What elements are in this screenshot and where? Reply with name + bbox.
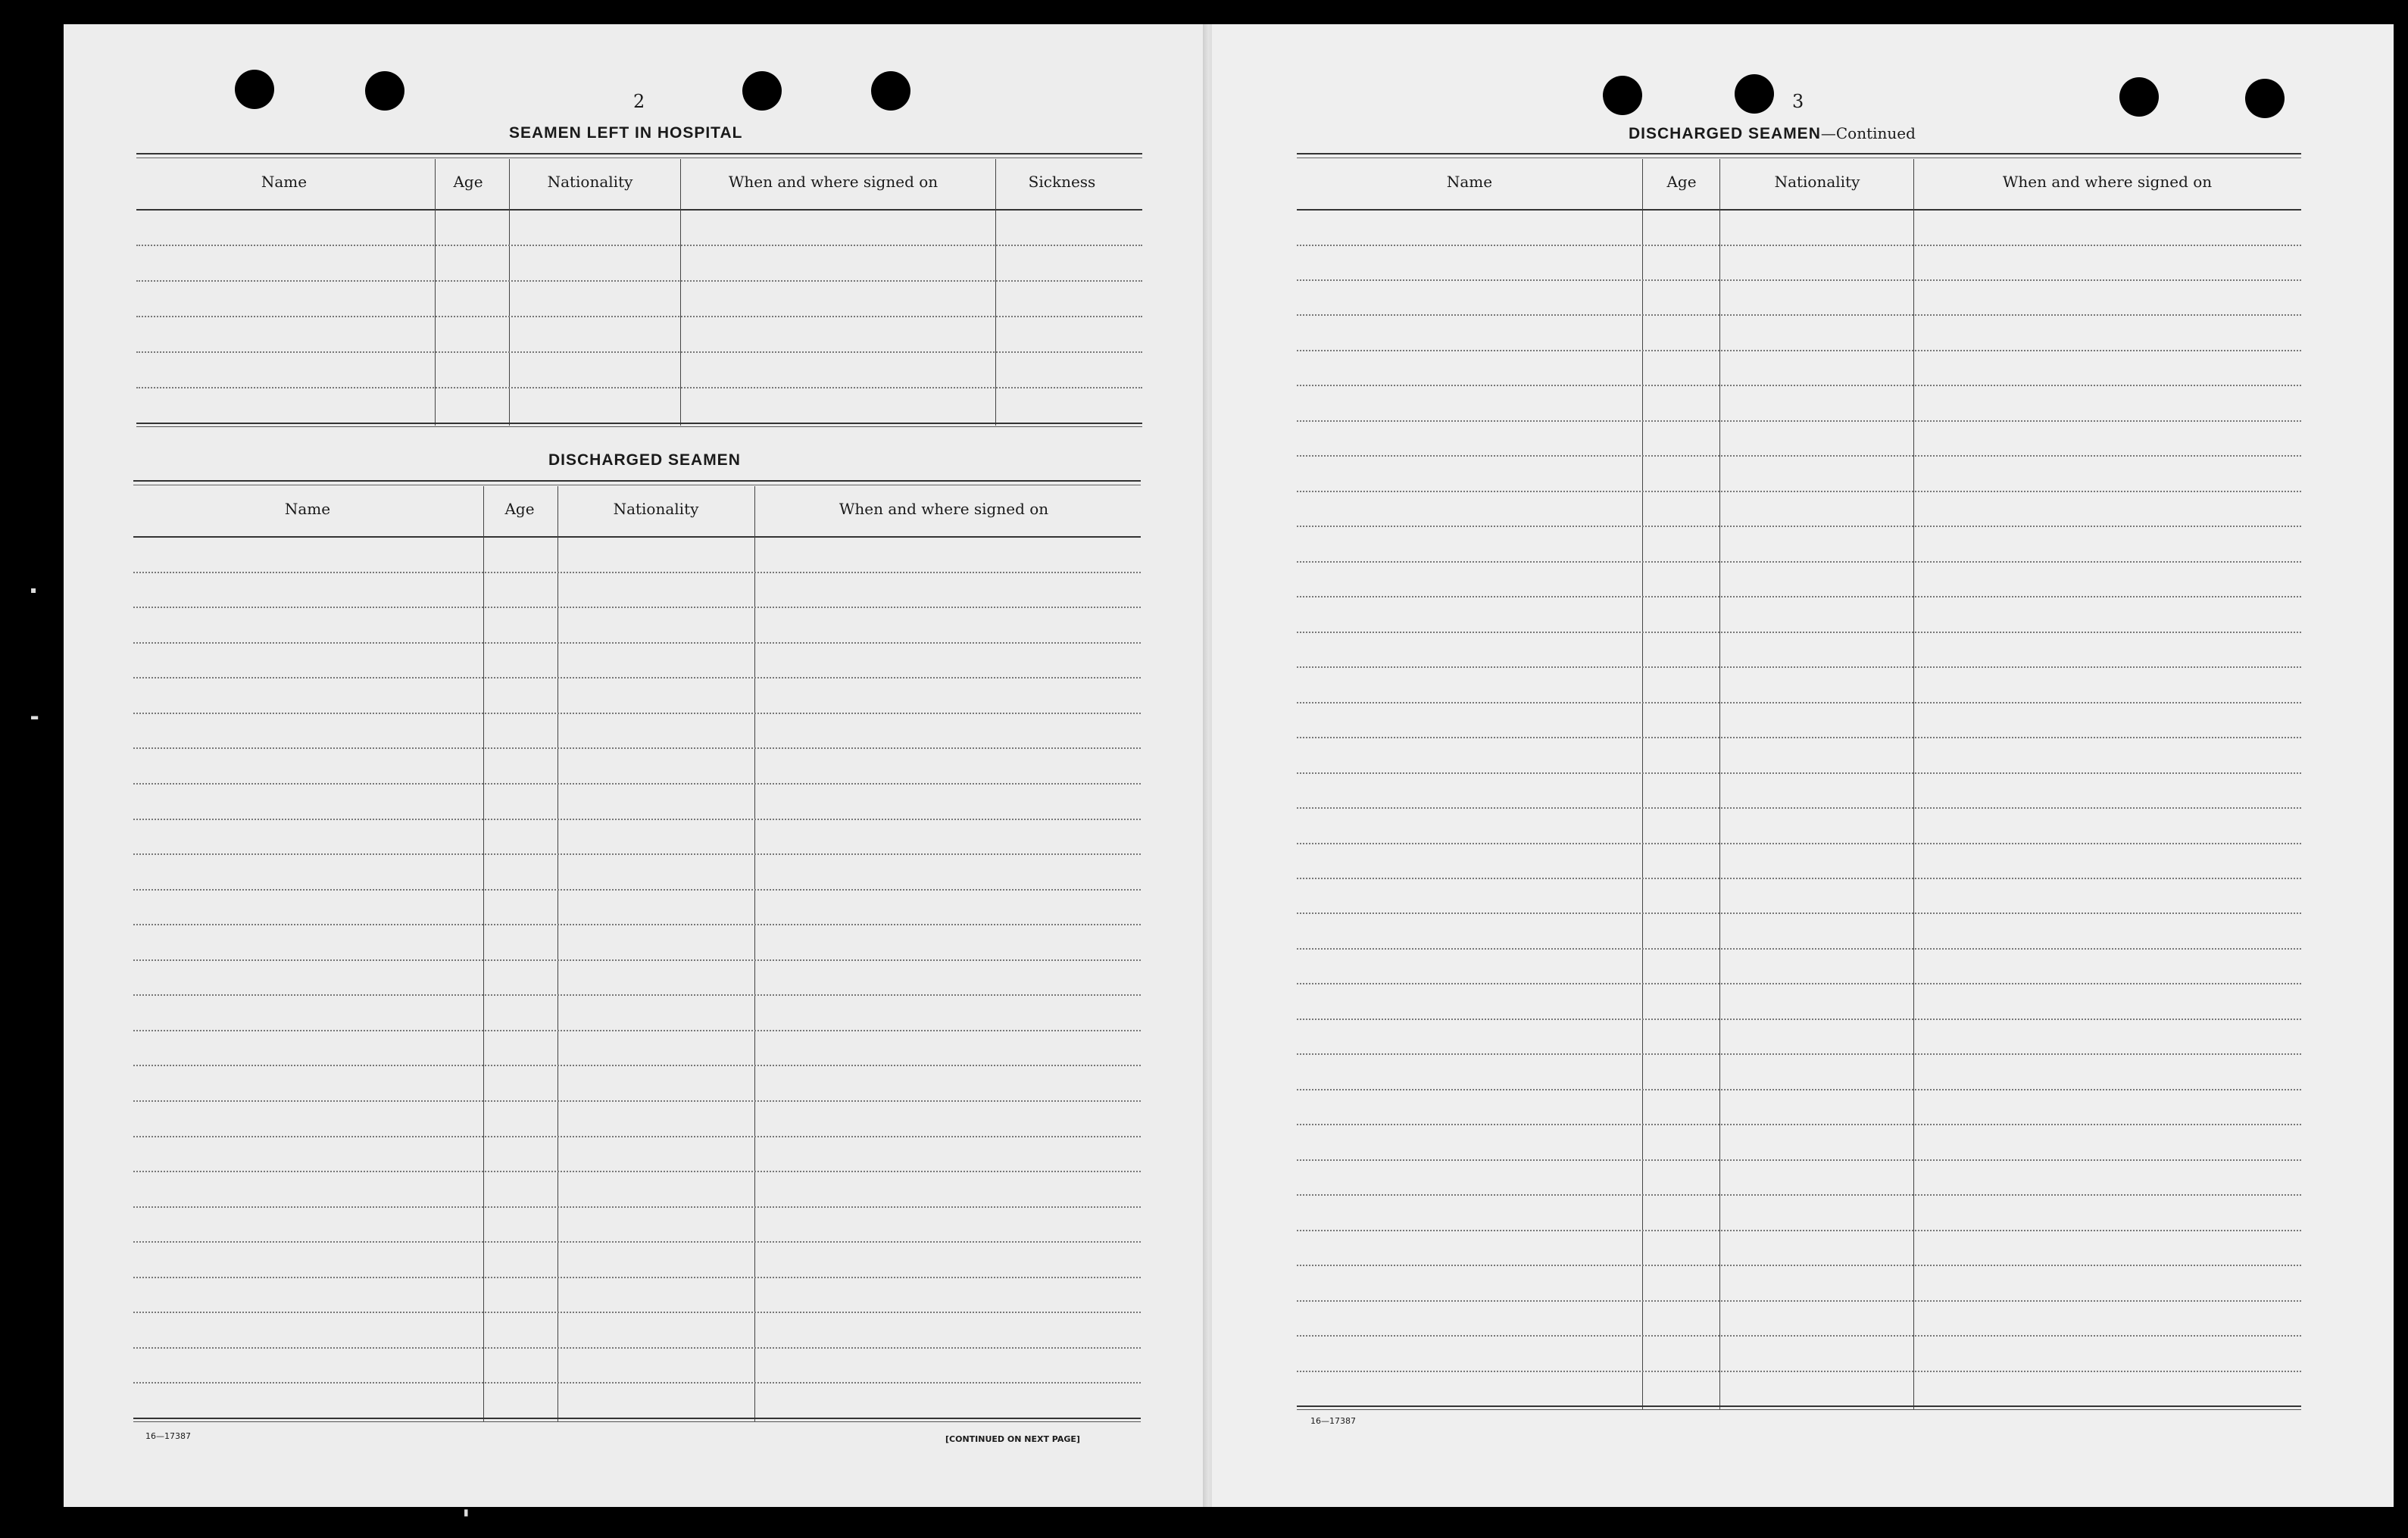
table-bottom-rule (136, 423, 1142, 427)
col-header-age: Age (504, 500, 535, 518)
entry-row-line (1297, 666, 2301, 668)
table-header-rule (133, 536, 1141, 538)
entry-row-line (133, 642, 1141, 644)
column-divider (995, 159, 996, 426)
entry-row-line (133, 819, 1141, 820)
entry-row-line (1297, 1124, 2301, 1125)
entry-row-line (1297, 1089, 2301, 1090)
entry-row-line (1297, 1335, 2301, 1337)
page-number: 2 (633, 91, 645, 112)
entry-row-line (1297, 279, 2301, 281)
entry-row-line (1297, 632, 2301, 633)
entry-row-line (1297, 1371, 2301, 1372)
entry-row-line (133, 889, 1141, 891)
column-divider (435, 159, 436, 426)
entry-row-line (133, 924, 1141, 925)
column-divider (1719, 159, 1720, 1410)
discharged-table (133, 480, 1141, 1422)
entry-row-line (133, 994, 1141, 996)
column-divider (1642, 159, 1643, 1410)
punch-hole (235, 70, 274, 109)
entry-row-line (136, 280, 1142, 282)
continued-suffix: —Continued (1820, 124, 1916, 142)
entry-row-line (1297, 913, 2301, 914)
col-header-signed-on: When and where signed on (2002, 173, 2213, 191)
punch-hole (1603, 76, 1642, 115)
entry-row-line (133, 1347, 1141, 1349)
discharged-continued-title-text: DISCHARGED SEAMEN (1629, 125, 1821, 142)
entry-row-line (1297, 1265, 2301, 1266)
hospital-section-title: SEAMEN LEFT IN HOSPITAL (509, 124, 743, 142)
punch-hole (2245, 79, 2285, 118)
form-number: 16—17387 (1310, 1416, 1356, 1426)
entry-row-line (136, 245, 1142, 246)
entry-row-line (1297, 1053, 2301, 1055)
entry-row-line (133, 1312, 1141, 1313)
entry-row-line (1297, 314, 2301, 316)
entry-row-line (1297, 772, 2301, 774)
entry-row-line (1297, 1300, 2301, 1302)
punch-hole (365, 71, 404, 111)
entry-row-line (133, 747, 1141, 749)
col-header-age: Age (453, 173, 483, 191)
entry-row-line (136, 316, 1142, 317)
entry-row-line (133, 1382, 1141, 1384)
entry-row-line (1297, 702, 2301, 703)
col-header-signed-on: When and where signed on (839, 500, 1049, 518)
entry-row-line (136, 387, 1142, 388)
entry-row-line (133, 1206, 1141, 1208)
entry-row-line (1297, 1159, 2301, 1161)
col-header-nationality: Nationality (613, 500, 699, 518)
scan-speck: ▮ (464, 1507, 469, 1518)
col-header-name: Name (284, 500, 331, 518)
col-header-nationality: Nationality (547, 173, 633, 191)
page-number: 3 (1792, 91, 1804, 112)
table-header-rule (136, 209, 1142, 211)
entry-row-line (133, 783, 1141, 785)
table-top-rule (136, 153, 1142, 158)
table-bottom-rule (1297, 1405, 2301, 1410)
entry-row-line (133, 1136, 1141, 1137)
entry-row-line (133, 1277, 1141, 1278)
entry-row-line (136, 351, 1142, 353)
entry-row-line (1297, 1194, 2301, 1196)
entry-row-line (1297, 245, 2301, 246)
entry-row-line (1297, 878, 2301, 879)
entry-row-line (133, 1241, 1141, 1243)
entry-row-line (133, 1030, 1141, 1031)
punch-hole (871, 71, 910, 111)
entry-row-line (1297, 737, 2301, 738)
entry-row-line (1297, 1019, 2301, 1020)
entry-row-line (1297, 843, 2301, 844)
entry-row-line (133, 572, 1141, 573)
table-top-rule (1297, 153, 2301, 158)
discharged-section-title: DISCHARGED SEAMEN (548, 451, 741, 469)
entry-row-line (1297, 385, 2301, 386)
col-header-nationality: Nationality (1774, 173, 1860, 191)
form-number: 16—17387 (145, 1431, 191, 1441)
entry-row-line (1297, 350, 2301, 351)
entry-row-line (133, 1100, 1141, 1102)
column-divider (557, 486, 558, 1422)
entry-row-line (133, 607, 1141, 608)
hospital-table (136, 153, 1142, 426)
entry-row-line (133, 713, 1141, 714)
col-header-signed-on: When and where signed on (728, 173, 939, 191)
scan-speck: ▬ (30, 712, 39, 722)
col-header-name: Name (261, 173, 308, 191)
discharged-continued-table (1297, 153, 2301, 1410)
entry-row-line (1297, 526, 2301, 527)
continued-note: [CONTINUED ON NEXT PAGE] (945, 1434, 1080, 1444)
entry-row-line (133, 677, 1141, 679)
table-top-rule (133, 480, 1141, 485)
col-header-name: Name (1446, 173, 1493, 191)
entry-row-line (1297, 807, 2301, 809)
column-divider (754, 486, 755, 1422)
punch-hole (2119, 77, 2159, 117)
entry-row-line (1297, 1230, 2301, 1231)
entry-row-line (133, 959, 1141, 961)
entry-row-line (1297, 491, 2301, 492)
punch-hole (1735, 74, 1774, 114)
column-divider (1913, 159, 1914, 1410)
entry-row-line (1297, 983, 2301, 984)
entry-row-line (1297, 561, 2301, 563)
table-header-rule (1297, 209, 2301, 211)
entry-row-line (133, 1171, 1141, 1172)
entry-row-line (1297, 420, 2301, 422)
table-bottom-rule (133, 1418, 1141, 1422)
column-divider (483, 486, 484, 1422)
entry-row-line (1297, 455, 2301, 457)
entry-row-line (133, 1065, 1141, 1066)
discharged-continued-title (1629, 124, 1916, 143)
scan-speck: ▪ (30, 585, 37, 595)
column-divider (509, 159, 510, 426)
entry-row-line (1297, 596, 2301, 597)
col-header-sickness: Sickness (1028, 173, 1096, 191)
entry-row-line (1297, 948, 2301, 950)
punch-hole (742, 71, 782, 111)
column-divider (680, 159, 681, 426)
entry-row-line (133, 853, 1141, 855)
col-header-age: Age (1666, 173, 1697, 191)
